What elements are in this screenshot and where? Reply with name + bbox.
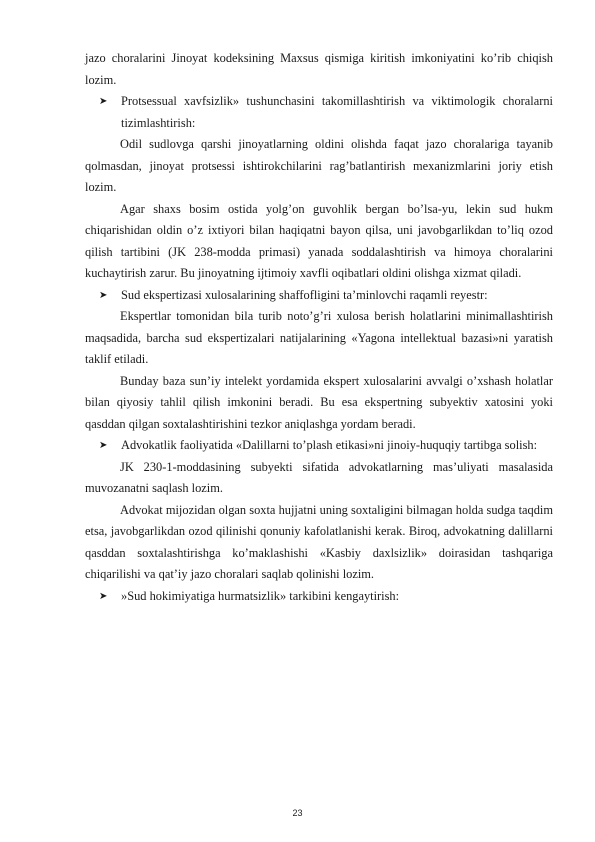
paragraph-false-testimony: Agar shaxs bosim ostida yolg’on guvohlik bergan bo’lsa-yu, lekin sud hukm chiqarishidan oldin o’z ixtiyori bilan haqiqatni bayon qilsa, uni javobgarlikdan to’liq ozod qilish tartibini (JK 238-modda primasi) yanada soddalashtirish va himoya choralarini kuchaytirish zarur. Bu jinoyatning ijtimoiy xavfli oqibatlari oldini olishga xizmat qiladi. [85, 201, 553, 280]
arrowhead-bullet-icon: ➤ [99, 289, 108, 301]
document-page [85, 48, 553, 607]
paragraph-expert-database: Ekspertlar tomonidan bila turib noto’g’ri xulosa berish holatlarini minimallashtirish maqsadida, barcha sud ekspertizalari natijalarining «Yagona intellektual bazasi»ni yaratish taklif etiladi. [85, 309, 553, 366]
bullet-text: Advokatlik faoliyatida «Dalillarni to’plash etikasi»ni jinoiy-huquqiy tartibga solish: [121, 438, 538, 452]
page-number: 23 [292, 808, 303, 818]
bullet-item-procedural-safety [85, 91, 553, 134]
bullet-item-digital-registry [85, 285, 553, 307]
bullet-text: Sud ekspertizasi xulosalarining shaffofligini ta’minlovchi raqamli reyestr: [121, 287, 488, 302]
bullet-item-advocacy-ethics [85, 435, 553, 457]
arrowhead-bullet-icon: ➤ [99, 590, 108, 602]
arrowhead-bullet-icon: ➤ [99, 440, 108, 451]
bullet-text: »Sud hokimiyatiga hurmatsizlik» tarkibini kengaytirish: [121, 588, 400, 603]
bullet-text: Protsessual xavfsizlik» tushunchasini takomillashtirish va viktimologik choralarni tizimlashtirish: [121, 94, 553, 130]
paragraph-justice-crimes: Odil sudlovga qarshi jinoyatlarning oldini olishda faqat jazo choralariga tayanib qolmasdan, jinoyat protsessi ishtirokchilarini rag’batlantirish mexanizmlarini joriy etish lozim. [85, 137, 553, 194]
paragraph-forged-document: Advokat mijozidan olgan soxta hujjatni uning soxtaligini bilmagan holda sudga taqdim etsa, javobgarlikdan ozod qilinishi qonuniy kafolatlanishi kerak. Biroq, advokatning dalillarni qasddan soxtalashtirishga ko’maklashishi «Kasbiy daxlsizlik» doirasidan tashqariga chiqarilishi va qat’iy jazo choralari saqlab qolinishi lozim. [85, 502, 553, 581]
arrowhead-bullet-icon: ➤ [99, 96, 108, 107]
bullet-item-contempt-of-court [85, 586, 553, 608]
paragraph-ai-analysis: Bunday baza sun’iy intelekt yordamida ekspert xulosalarini avvalgi o’xshash holatlar bilan qiyosiy tahlil qilish imkonini beradi. Bu esa ekspertning subyektiv xatosini yoki qasddan qilgan soxtalashtirishini tezkor aniqlashga yordam beradi. [85, 373, 553, 431]
paragraph-continuation: jazo choralarini Jinoyat kodeksining Maxsus qismiga kiritish imkoniyatini ko’rib chiqish lozim. [85, 51, 553, 87]
paragraph-advocate-responsibility: JK 230-1-moddasining subyekti sifatida advokatlarning mas’uliyati masalasida muvozanatni saqlash lozim. [85, 459, 553, 495]
